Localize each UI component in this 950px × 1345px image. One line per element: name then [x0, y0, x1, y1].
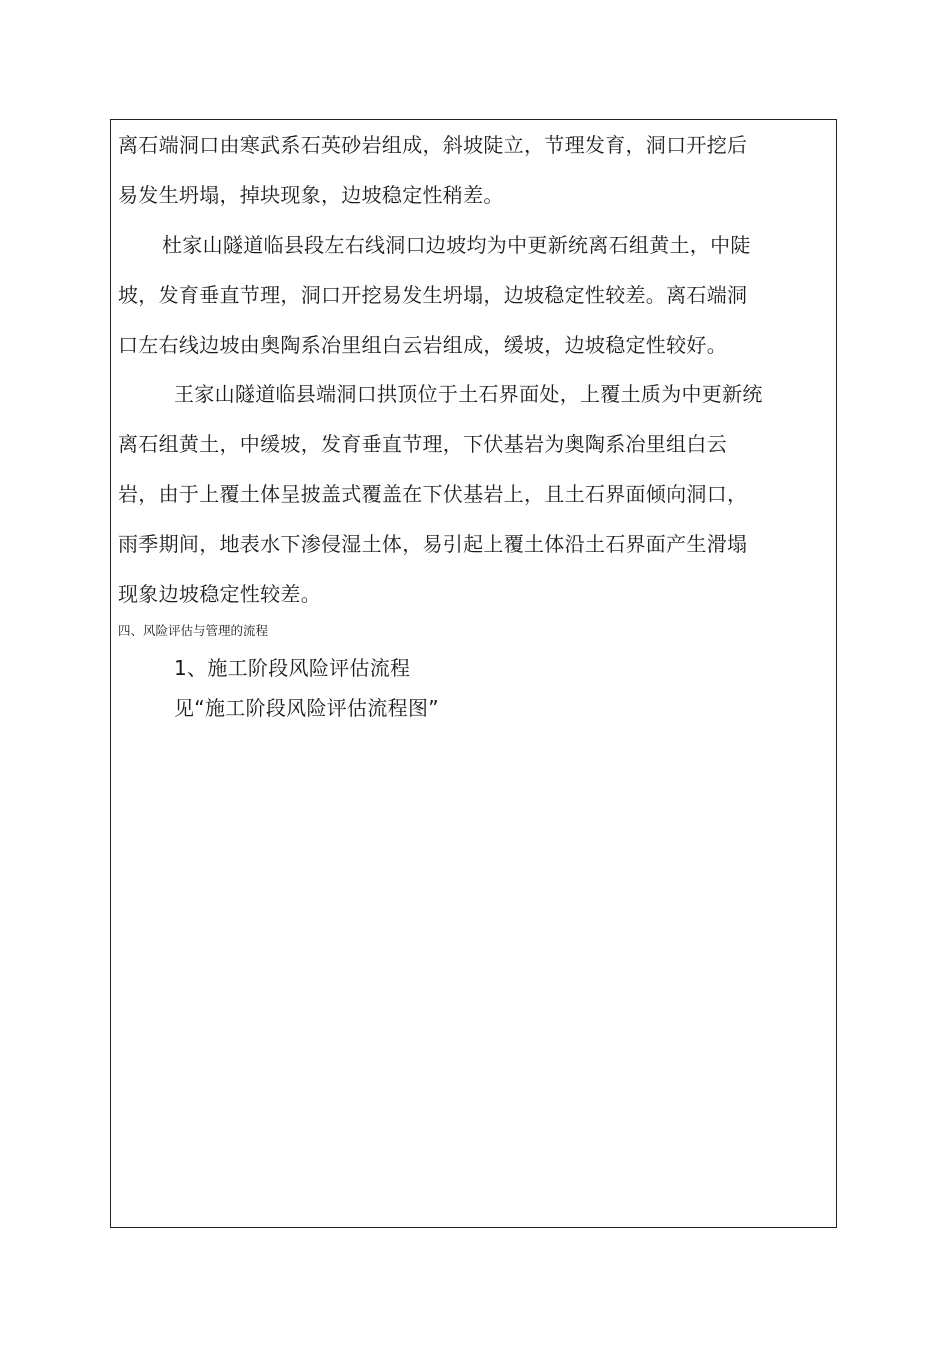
- paragraph-line-7: 离石组黄土，中缓坡，发育垂直节理，下伏基岩为奥陶系冶里组白云: [118, 432, 727, 456]
- paragraph-line-5: 口左右线边坡由奥陶系冶里组白云岩组成，缓坡，边坡稳定性较好。: [118, 333, 727, 357]
- paragraph-line-9: 雨季期间，地表水下渗侵湿土体，易引起上覆土体沿土石界面产生滑塌: [118, 532, 748, 556]
- reference-text: 见“施工阶段风险评估流程图”: [174, 696, 439, 720]
- section-heading: 四、风险评估与管理的流程: [118, 623, 269, 638]
- paragraph-line-6: 王家山隧道临县端洞口拱顶位于土石界面处，上覆土质为中更新统: [174, 382, 763, 406]
- paragraph-line-2: 易发生坍塌，掉块现象，边坡稳定性稍差。: [118, 183, 504, 207]
- subsection-title: 1、施工阶段风险评估流程: [174, 656, 411, 680]
- paragraph-line-1: 离石端洞口由寒武系石英砂岩组成，斜坡陡立，节理发育，洞口开挖后: [118, 133, 748, 157]
- paragraph-line-3: 杜家山隧道临县段左右线洞口边坡均为中更新统离石组黄土，中陡: [162, 233, 751, 257]
- paragraph-line-8: 岩，由于上覆土体呈披盖式覆盖在下伏基岩上，且土石界面倾向洞口，: [118, 482, 748, 506]
- paragraph-line-4: 坡，发育垂直节理，洞口开挖易发生坍塌，边坡稳定性较差。离石端洞: [118, 283, 748, 307]
- paragraph-line-10: 现象边坡稳定性较差。: [118, 582, 321, 606]
